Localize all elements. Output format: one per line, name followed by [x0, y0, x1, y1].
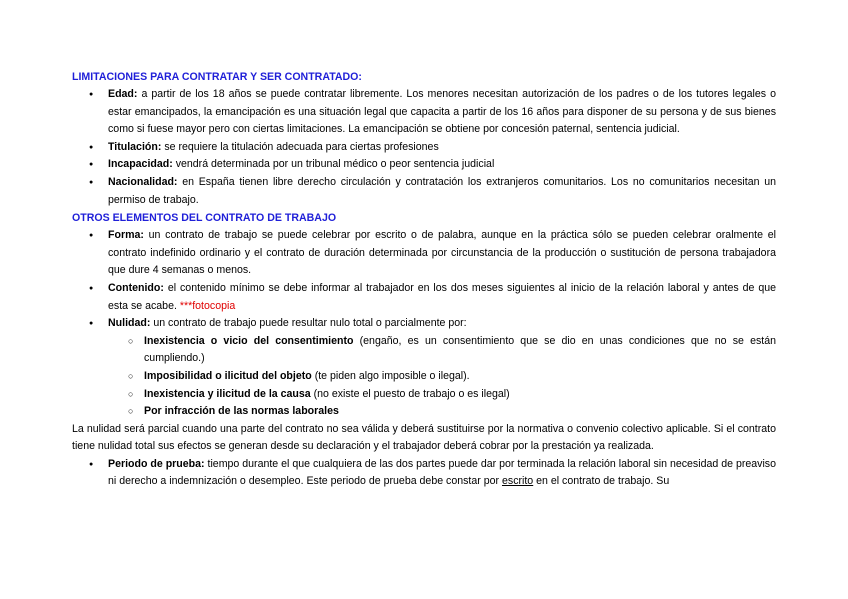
- sub-item-text: (no existe el puesto de trabajo o es ilegal): [310, 387, 510, 400]
- item-text: tiempo durante el que cualquiera de las dos partes puede dar por terminada la relación laboral sin necesidad de preaviso ni derecho a indemnización o desempleo. Este periodo de prueba debe constar por: [108, 457, 776, 488]
- list-item-nacionalidad: [72, 174, 776, 209]
- otros-elementos-list: [72, 227, 776, 333]
- sub-item-label: Imposibilidad o ilicitud del objeto: [144, 369, 312, 382]
- list-item-periodo-prueba: [72, 456, 776, 491]
- item-label: Periodo de prueba:: [108, 457, 205, 470]
- item-text: a partir de los 18 años se puede contratar libremente. Los menores necesitan autorización de los padres o de los tutores legales o estar emancipados, la emancipación es una situación legal que capacita a partir de los 16 años para disponer de su persona y de sus bienes como si fuese mayor pero con ciertas limitaciones. La emancipación se obtiene por concesión paternal, sentencia judicial.: [108, 88, 776, 136]
- sub-item-label: Por infracción de las normas laborales: [144, 405, 339, 418]
- item-text: un contrato de trabajo puede resultar nulo total o parcialmente por:: [150, 317, 467, 330]
- item-text: el contenido mínimo se debe informar al trabajador en los dos meses siguientes al inicio de la relación laboral y antes de que esta se acabe.: [108, 281, 776, 312]
- list-item-forma: [72, 227, 776, 280]
- section-heading-limitaciones: LIMITACIONES PARA CONTRATAR Y SER CONTRATADO:: [72, 71, 362, 83]
- list-item-contenido: [72, 280, 776, 315]
- item-text: vendrá determinada por un tribunal médico o peor sentencia judicial: [172, 158, 495, 171]
- nulidad-paragraph: La nulidad será parcial cuando una parte del contrato no sea válida y deberá sustituirse por la normativa o convenio colectivo aplicable. Si el contrato tiene nulidad total sus efectos se generan desde su declaración y el trabajador deberá cobrar por la prestación ya realizada.: [72, 422, 776, 453]
- list-item-nulidad: [72, 315, 776, 333]
- list-item-incapacidad: [72, 156, 776, 174]
- item-text: se requiere la titulación adecuada para ciertas profesiones: [161, 140, 439, 153]
- fotocopia-note: ***fotocopia: [179, 299, 236, 312]
- item-text: en España tienen libre derecho circulación y contratación los extranjeros comunitarios. Los no comunitarios necesitan un permiso de trabajo.: [108, 175, 776, 206]
- periodo-list: [72, 456, 776, 491]
- item-label: Incapacidad:: [108, 158, 173, 171]
- sub-item-infraccion: [72, 403, 776, 421]
- sub-item-consentimiento: [72, 333, 776, 368]
- item-label: Contenido:: [108, 281, 164, 294]
- item-label: Titulación:: [108, 140, 162, 153]
- underlined-word: escrito: [502, 475, 534, 488]
- item-label: Nacionalidad:: [108, 175, 178, 188]
- sub-item-text: (te piden algo imposible o ilegal).: [311, 369, 470, 382]
- item-label: Forma:: [108, 229, 144, 242]
- item-label: Nulidad:: [108, 317, 151, 330]
- list-item-edad: [72, 86, 776, 139]
- document-page: [72, 64, 776, 491]
- sub-item-causa: [72, 386, 776, 404]
- sub-item-text: (engaño, es un consentimiento que se dio en unas condiciones que no se están cumpliendo.): [144, 334, 776, 365]
- item-label: Edad:: [108, 88, 138, 100]
- item-text: un contrato de trabajo se puede celebrar por escrito o de palabra, aunque en la práctica sólo se pueden celebrar oralmente el contrato indefinido ordinario y el contrato de duración determinada por circunstancia de la producción o sustitución de persona trabajadora que dure 4 semanas o menos.: [108, 229, 776, 277]
- sub-item-label: Inexistencia y ilicitud de la causa: [144, 387, 311, 400]
- list-item-titulacion: [72, 139, 776, 157]
- limitaciones-list: [72, 86, 776, 209]
- nulidad-causes-list: [72, 333, 776, 421]
- sub-item-objeto: [72, 368, 776, 386]
- sub-item-label: Inexistencia o vicio del consentimiento: [144, 334, 354, 347]
- item-text-after: en el contrato de trabajo. Su: [533, 475, 670, 488]
- section-heading-otros-elementos: OTROS ELEMENTOS DEL CONTRATO DE TRABAJO: [72, 212, 337, 225]
